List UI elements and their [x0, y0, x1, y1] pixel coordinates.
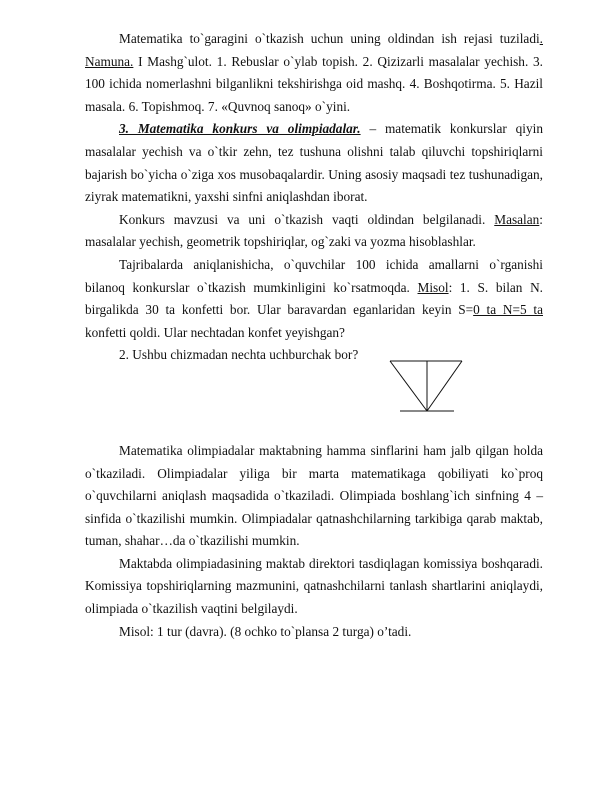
paragraph-olimpiada: Matematika olimpiadalar maktabning hamma sinflarini ham jalb qilgan holda o`tkaziladi. Olimpiadalar yiliga bir marta matematikaga qobiliyati ko`proq o`quvchilarni aniqlash maqsadida o`tkaziladi. Olimpiada boshlang`ich sinfning 4 – sinfida o`tkazilishi mumkin. Olimpiadalar qatnashchilarning tarkibiga qarab maktab, tuman, shahar…da o`tkazilishi mumkin. [85, 442, 543, 549]
masalan-label: Masalan [494, 211, 540, 227]
paragraph-komissiya: Maktabda olimpiadasining maktab direktori tasdiqlagan komissiya boshqaradi. Komissiya topshiriqlarning mazmunini, qatnashchilarni tanlash shartlarini aniqlaydi, olimpiada o`tkazilish vaqtini belgilaydi. [85, 555, 543, 617]
document-page [85, 28, 543, 643]
tajriba-text-a: Tajribalarda aniqlanishicha, o`quvchilar 100 ichida amallarni o`rganishi bilanoq konkurslar o`tkazish mumkinligini ko`rsatmoqda. [85, 256, 543, 295]
paragraph-mavzu [85, 209, 543, 254]
paragraph-misol: Misol: 1 tur (davra). (8 ochko to`plansa 2 turga) o’tadi. [119, 623, 412, 639]
triangle-figure [388, 357, 468, 415]
section-heading: 3. Matematika konkurs va olimpiadalar. [119, 121, 361, 137]
figure-left-line [390, 361, 427, 411]
konkurs-text: – matematik konkurslar qiyin masalalar yechish va o`tkir zehn, tez tushuna olishni talab qiluvchi topshiriqlarni bajarish bo`yicha o`ziga xos musobaqalardir. Uning asosiy maqsadi tez tushunadigan, ziyrak matematikni, yaxshi sinfni aniqlashdan iborat. [85, 121, 543, 205]
mavzu-text-a: Konkurs mavzusi va uni o`tkazish vaqti oldindan belgilanadi. [119, 211, 495, 227]
triangle-diagram [388, 357, 468, 415]
misol-label: Misol [417, 279, 449, 295]
plan-intro: Matematika to`garagini o`tkazish uchun uning oldindan ish rejasi tuziladi [119, 31, 540, 46]
mavzu-text-b: : masalalar yechish, geometrik topshiriqlar, og`zaki va yozma hisoblashlar. [85, 211, 543, 250]
paragraph-tajriba [85, 254, 543, 344]
paragraph-plan [85, 28, 543, 118]
figure-spacer [85, 367, 543, 440]
paragraph-chizma: 2. Ushbu chizmadan nechta uchburchak bor? [119, 347, 359, 363]
tajriba-text-b: : 1. S. bilan N. birgalikda 30 ta konfetti bor. Ular baravardan eganlaridan keyin S= [85, 279, 544, 318]
plan-items: I Mashg`ulot. 1. Rebuslar o`ylab topish. 2. Qizizarli masalalar yechish. 3. 100 ichida nomerlashni bilganlikni tekshirishga oid mashq. 4. Boshqotirma. 5. Hazil masala. 6. Topishmoq. 7. «Quvnoq sanoq» o`yini. [85, 53, 543, 114]
namuna-label: Namuna. [85, 53, 134, 69]
figure-right-line [427, 361, 462, 411]
plan-dot: . [539, 31, 543, 46]
tajriba-text-c: 0 ta N=5 ta [473, 302, 543, 318]
tajriba-text-d: konfetti qoldi. Ular nechtadan konfet yeyishgan? [85, 324, 345, 340]
paragraph-konkurs [85, 118, 543, 208]
